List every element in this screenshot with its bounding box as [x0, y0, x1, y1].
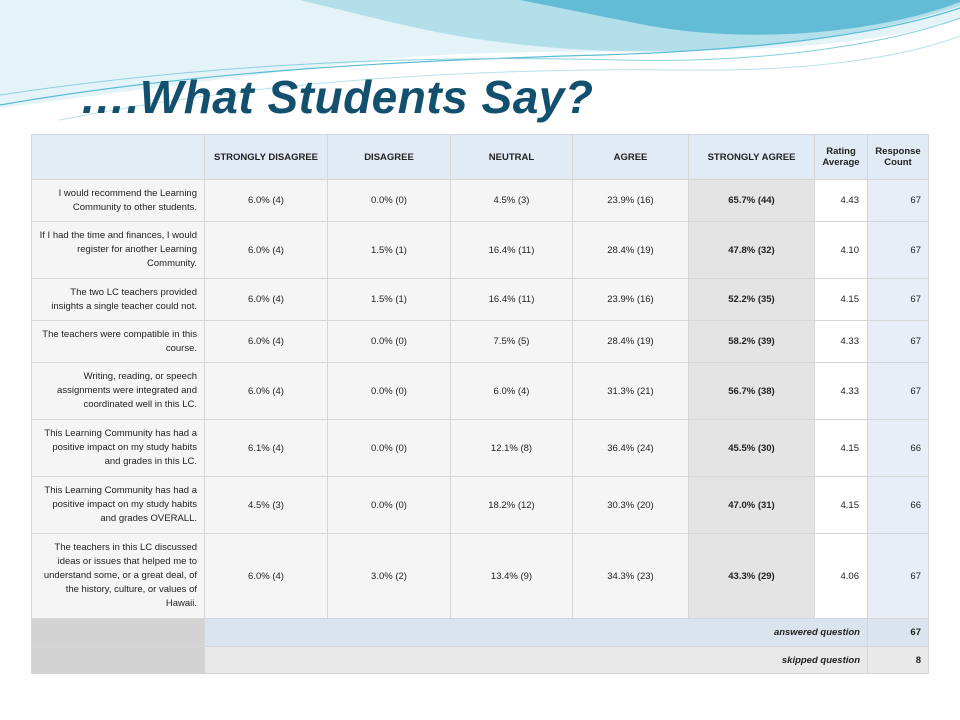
response-count-cell: 66 [868, 477, 929, 534]
value-cell: 4.5% (3) [451, 180, 573, 222]
rating-average-cell: 4.15 [815, 279, 868, 321]
value-cell: 18.2% (12) [451, 477, 573, 534]
table-row [32, 477, 929, 534]
strongly-agree-cell: 43.3% (29) [689, 534, 815, 619]
value-cell: 0.0% (0) [328, 363, 451, 420]
value-cell: 6.0% (4) [205, 222, 328, 279]
value-cell: 6.0% (4) [205, 363, 328, 420]
slide-title: ….What Students Say? [80, 71, 594, 123]
question-cell: The teachers in this LC discussed ideas or issues that helped me to understand some, or a great deal, of the history, culture, or values of Hawaii. [32, 534, 205, 619]
col-agree: AGREE [573, 135, 689, 180]
strongly-agree-cell: 52.2% (35) [689, 279, 815, 321]
header-blank-cell [32, 135, 205, 180]
table-row [32, 363, 929, 420]
question-cell: This Learning Community has had a positive impact on my study habits and grades in this LC. [32, 420, 205, 477]
value-cell: 13.4% (9) [451, 534, 573, 619]
header-row [32, 135, 929, 180]
value-cell: 3.0% (2) [328, 534, 451, 619]
strongly-agree-cell: 45.5% (30) [689, 420, 815, 477]
rating-average-cell: 4.15 [815, 420, 868, 477]
value-cell: 12.1% (8) [451, 420, 573, 477]
rating-average-cell: 4.43 [815, 180, 868, 222]
value-cell: 28.4% (19) [573, 222, 689, 279]
question-cell: Writing, reading, or speech assignments were integrated and coordinated well in this LC. [32, 363, 205, 420]
question-cell: The teachers were compatible in this course. [32, 321, 205, 363]
value-cell: 0.0% (0) [328, 420, 451, 477]
value-cell: 16.4% (11) [451, 222, 573, 279]
rating-average-cell: 4.15 [815, 477, 868, 534]
value-cell: 23.9% (16) [573, 279, 689, 321]
rating-average-cell: 4.33 [815, 363, 868, 420]
footer-blank-cell [32, 619, 205, 647]
value-cell: 4.5% (3) [205, 477, 328, 534]
question-cell: The two LC teachers provided insights a single teacher could not. [32, 279, 205, 321]
question-cell: This Learning Community has had a positive impact on my study habits and grades OVERALL. [32, 477, 205, 534]
col-disagree: DISAGREE [328, 135, 451, 180]
table-row [32, 279, 929, 321]
response-count-cell: 67 [868, 321, 929, 363]
value-cell: 16.4% (11) [451, 279, 573, 321]
footer-blank-cell [32, 647, 205, 674]
value-cell: 6.0% (4) [205, 279, 328, 321]
skipped-row [32, 647, 929, 674]
table-row [32, 222, 929, 279]
question-cell: I would recommend the Learning Community to other students. [32, 180, 205, 222]
col-neutral: NEUTRAL [451, 135, 573, 180]
value-cell: 23.9% (16) [573, 180, 689, 222]
col-strongly-agree: STRONGLY AGREE [689, 135, 815, 180]
survey-results-table [31, 134, 929, 674]
value-cell: 6.1% (4) [205, 420, 328, 477]
question-cell: If I had the time and finances, I would register for another Learning Community. [32, 222, 205, 279]
response-count-cell: 67 [868, 222, 929, 279]
strongly-agree-cell: 47.8% (32) [689, 222, 815, 279]
response-count-cell: 67 [868, 180, 929, 222]
table-row [32, 534, 929, 619]
table-row [32, 420, 929, 477]
response-count-cell: 66 [868, 420, 929, 477]
value-cell: 36.4% (24) [573, 420, 689, 477]
value-cell: 1.5% (1) [328, 279, 451, 321]
value-cell: 30.3% (20) [573, 477, 689, 534]
table-row [32, 321, 929, 363]
col-rating-average: Rating Average [815, 135, 868, 180]
strongly-agree-cell: 65.7% (44) [689, 180, 815, 222]
value-cell: 6.0% (4) [451, 363, 573, 420]
response-count-cell: 67 [868, 534, 929, 619]
answered-row [32, 619, 929, 647]
value-cell: 6.0% (4) [205, 321, 328, 363]
answered-question-value: 67 [868, 619, 929, 647]
value-cell: 28.4% (19) [573, 321, 689, 363]
col-strongly-disagree: STRONGLY DISAGREE [205, 135, 328, 180]
value-cell: 6.0% (4) [205, 534, 328, 619]
skipped-question-label: skipped question [205, 647, 868, 674]
answered-question-label: answered question [205, 619, 868, 647]
rating-average-cell: 4.06 [815, 534, 868, 619]
strongly-agree-cell: 58.2% (39) [689, 321, 815, 363]
response-count-cell: 67 [868, 279, 929, 321]
value-cell: 1.5% (1) [328, 222, 451, 279]
strongly-agree-cell: 56.7% (38) [689, 363, 815, 420]
table-row [32, 180, 929, 222]
value-cell: 7.5% (5) [451, 321, 573, 363]
response-count-cell: 67 [868, 363, 929, 420]
value-cell: 0.0% (0) [328, 180, 451, 222]
value-cell: 0.0% (0) [328, 321, 451, 363]
strongly-agree-cell: 47.0% (31) [689, 477, 815, 534]
value-cell: 34.3% (23) [573, 534, 689, 619]
value-cell: 31.3% (21) [573, 363, 689, 420]
value-cell: 6.0% (4) [205, 180, 328, 222]
skipped-question-value: 8 [868, 647, 929, 674]
col-response-count: Response Count [868, 135, 929, 180]
rating-average-cell: 4.10 [815, 222, 868, 279]
value-cell: 0.0% (0) [328, 477, 451, 534]
rating-average-cell: 4.33 [815, 321, 868, 363]
